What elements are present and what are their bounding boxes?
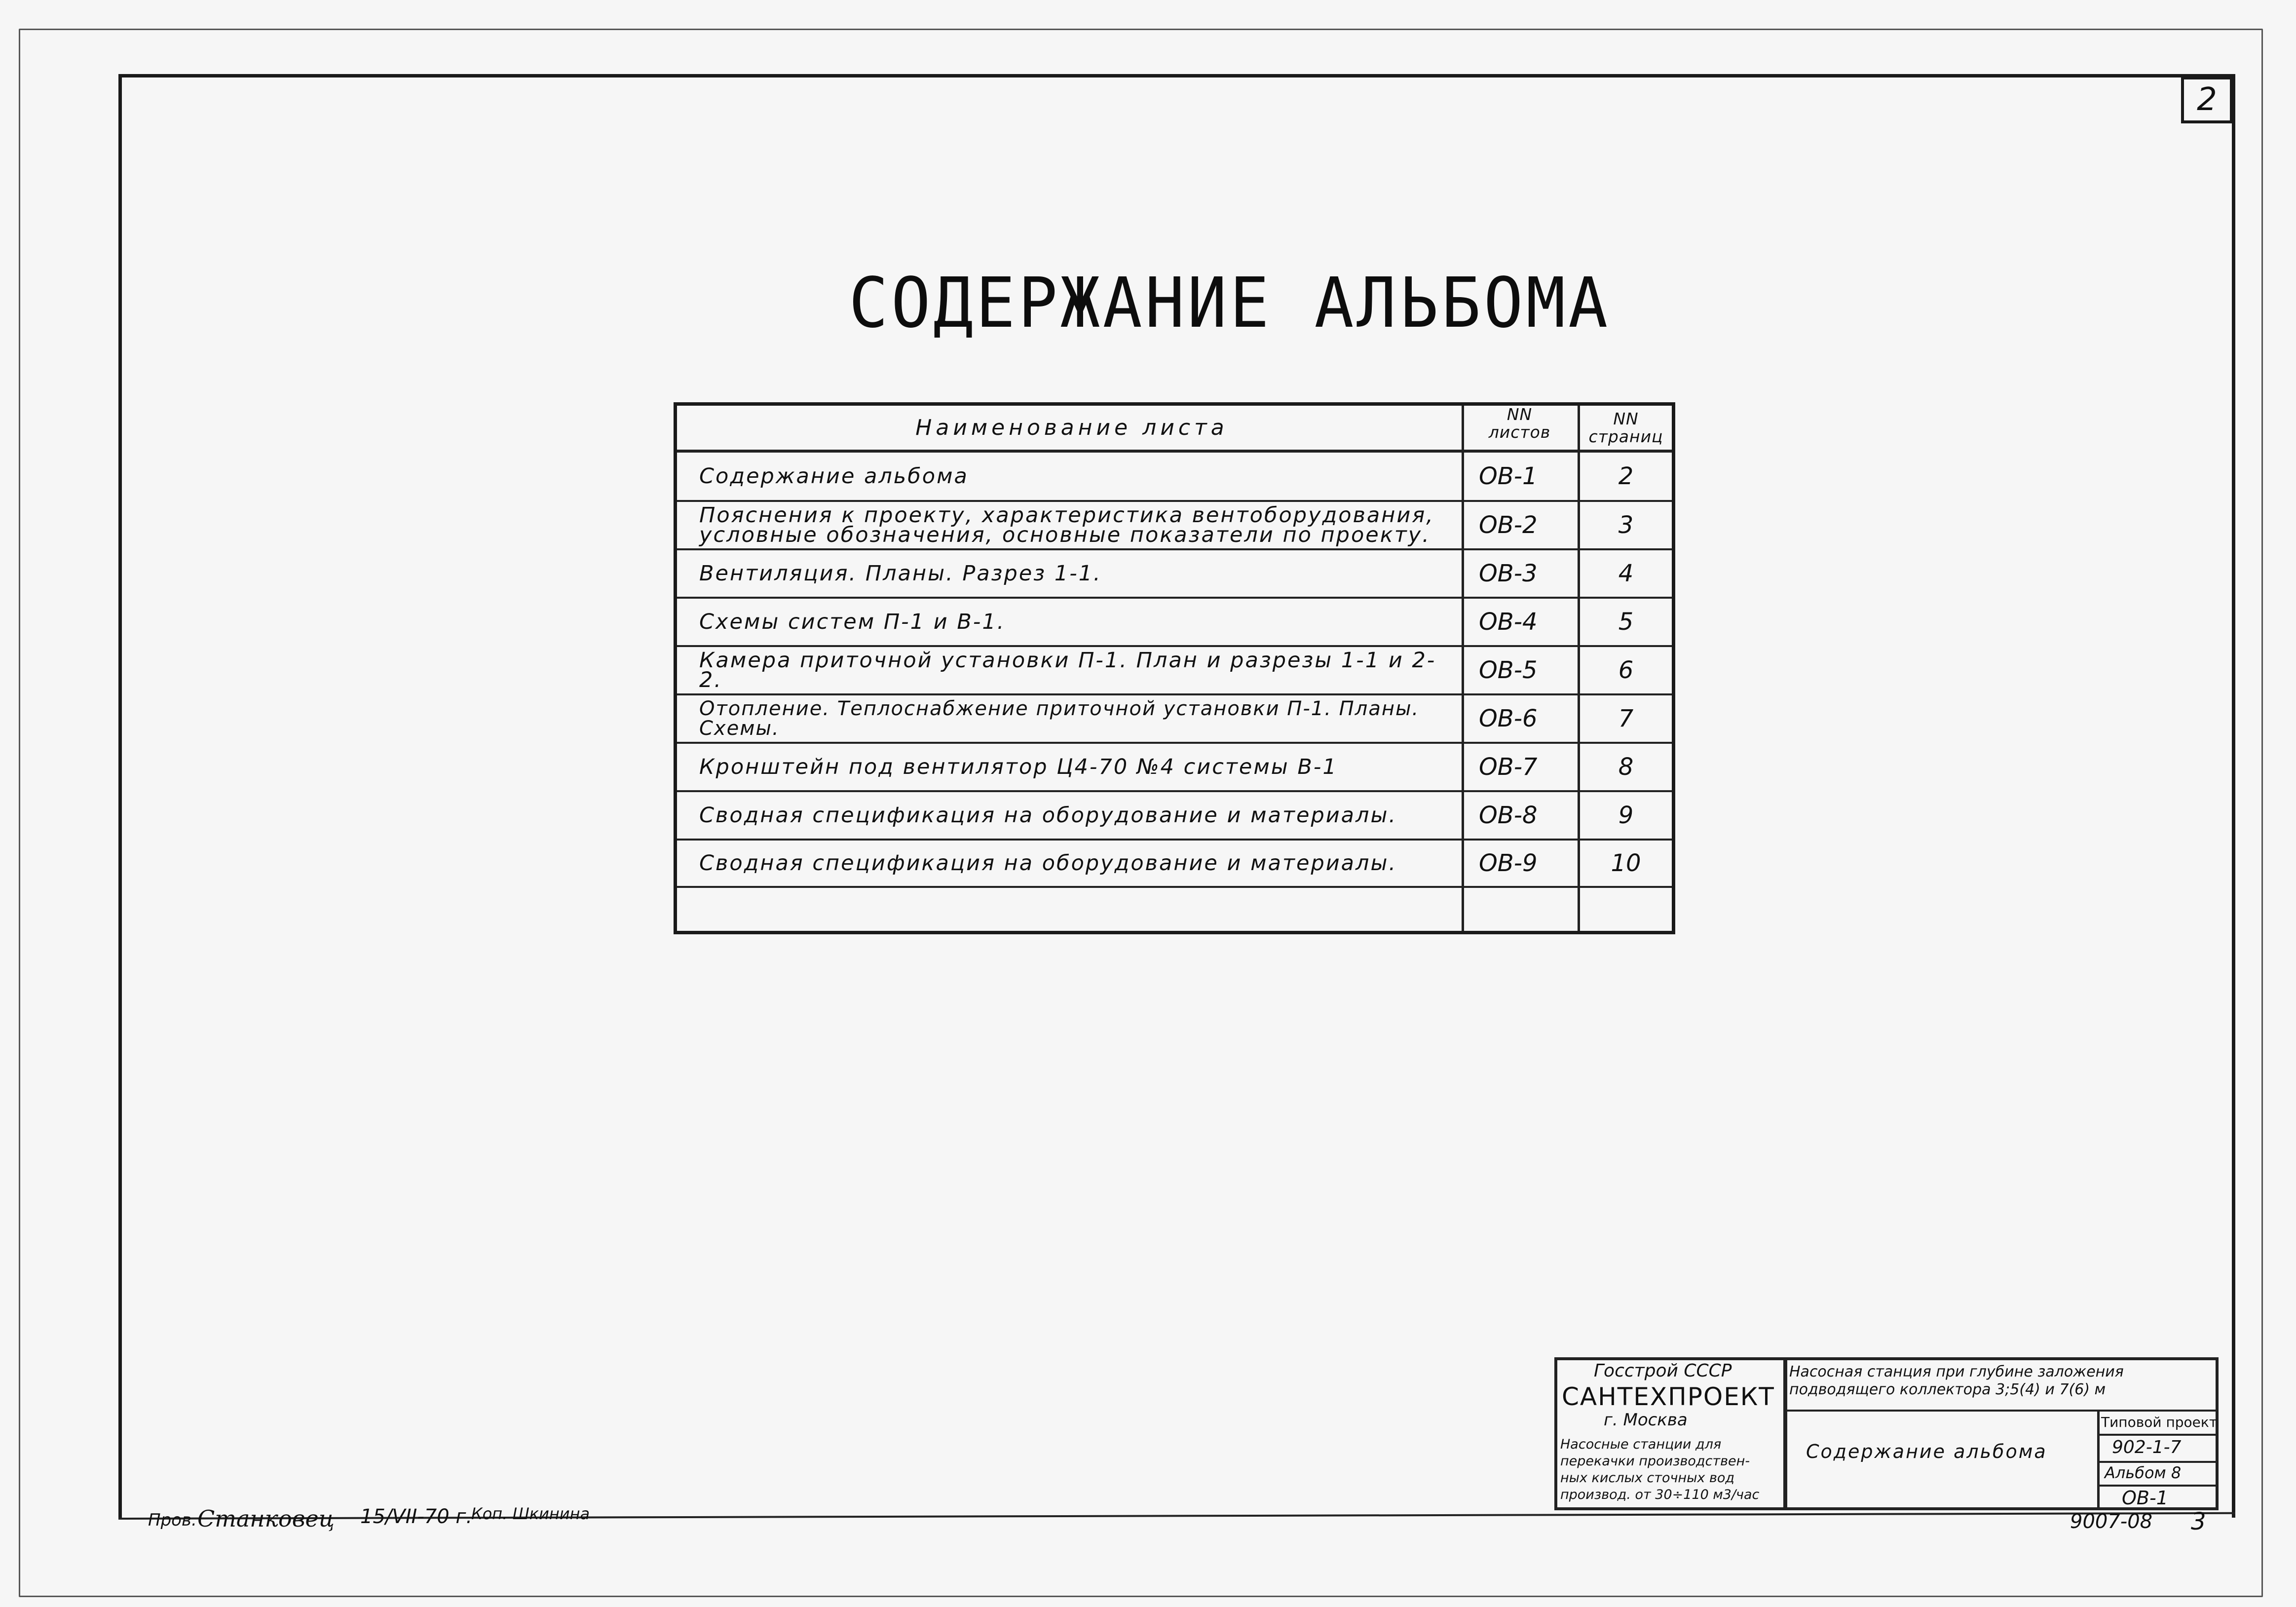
sheet-code: ОВ-1	[2122, 1487, 2168, 1509]
row-page: 3	[1618, 511, 1634, 539]
table-row	[677, 841, 1672, 888]
header-pages-line: страниц	[1588, 426, 1663, 446]
sheet-number: 2	[2181, 77, 2233, 123]
table-row	[677, 695, 1672, 744]
table-row	[677, 744, 1672, 792]
row-sheet: ОВ-7	[1479, 753, 1538, 781]
title-block-divider	[2097, 1485, 2219, 1487]
org-name: САНТЕХПРОЕКТ	[1562, 1382, 1775, 1411]
row-name: Камера приточной установки П-1. План и разрезы 1-1 и 2-2.	[699, 648, 1436, 692]
copied-by: Коп. Шкинина	[471, 1504, 590, 1523]
row-name: Содержание альбома	[699, 464, 969, 489]
page-title: СОДЕРЖАНИЕ АЛЬБОМА	[849, 263, 1611, 344]
header-name: Наименование листа	[915, 415, 1228, 440]
table-row	[677, 647, 1672, 695]
row-name: Отопление. Теплоснабжение приточной установки П-1. Планы. Схемы.	[699, 697, 1420, 740]
page-number: 3	[2191, 1508, 2206, 1535]
project-title-line: Насосная станция при глубине заложения	[1789, 1363, 2124, 1380]
inventory-number: 9007-08	[2070, 1510, 2153, 1533]
row-page: 7	[1618, 705, 1634, 732]
row-name	[699, 888, 1459, 931]
series-title-line: перекачки производствен-	[1560, 1454, 1750, 1469]
title-block	[1554, 1357, 2221, 1510]
org-ministry: Госстрой СССР	[1594, 1361, 1732, 1381]
project-title	[1789, 1363, 2124, 1399]
table-header-row	[677, 406, 1672, 453]
row-sheet: ОВ-4	[1479, 608, 1538, 636]
row-name: Сводная спецификация на оборудование и материалы.	[699, 803, 1397, 828]
row-name: Кронштейн под вентилятор Ц4-70 №4 системы В-1	[699, 755, 1338, 779]
table-row	[677, 453, 1672, 502]
row-sheet: ОВ-3	[1479, 560, 1538, 587]
row-sheet: ОВ-5	[1479, 656, 1538, 684]
row-page: 6	[1618, 656, 1634, 684]
checked-label: Пров.	[148, 1510, 197, 1530]
row-sheet: ОВ-8	[1479, 802, 1538, 829]
series-title-line: производ. от 30÷110 м3/час	[1560, 1487, 1760, 1502]
row-page: 10	[1611, 849, 1641, 877]
header-sheets	[1467, 406, 1573, 450]
row-name: Схемы систем П-1 и В-1.	[699, 610, 1006, 634]
row-name: Вентиляция. Планы. Разрез 1-1.	[699, 561, 1102, 586]
header-sheets-line: NN	[1506, 405, 1533, 424]
series-title	[1560, 1436, 1782, 1503]
row-page: 9	[1618, 802, 1634, 829]
typical-project-number: 902-1-7	[2112, 1437, 2182, 1457]
title-block-divider	[2097, 1434, 2219, 1436]
header-sheets-line: листов	[1488, 422, 1551, 442]
title-block-divider	[2097, 1461, 2219, 1463]
row-page: 4	[1618, 560, 1634, 587]
album-number: Альбом 8	[2105, 1463, 2182, 1482]
row-page: 2	[1618, 462, 1634, 490]
row-sheet: ОВ-9	[1479, 849, 1538, 877]
row-sheet	[1467, 888, 1573, 931]
row-sheet: ОВ-2	[1479, 511, 1538, 539]
table-row	[677, 888, 1672, 931]
signature-date: 15/VII-70 г.	[360, 1505, 473, 1528]
org-city: г. Москва	[1604, 1410, 1688, 1430]
row-page: 5	[1618, 608, 1634, 636]
table-row	[677, 502, 1672, 550]
row-name: Сводная спецификация на оборудование и материалы.	[699, 851, 1397, 876]
series-title-line: Насосные станции для	[1560, 1437, 1722, 1452]
header-pages-line: NN	[1613, 409, 1639, 428]
table-row	[677, 599, 1672, 647]
row-name-line: условные обозначения, основные показатели по проекту.	[699, 523, 1430, 547]
table-row	[677, 550, 1672, 599]
row-name	[699, 502, 1459, 548]
row-name-line: Пояснения к проекту, характеристика вентоборудования,	[699, 503, 1434, 528]
table-row	[677, 792, 1672, 841]
sheet-title: Содержание альбома	[1806, 1441, 2047, 1462]
typical-project-label: Типовой проект	[2101, 1414, 2218, 1430]
row-page	[1580, 888, 1672, 931]
contents-table	[674, 402, 1675, 934]
checked-signature: Станковец	[197, 1505, 335, 1532]
row-sheet: ОВ-1	[1479, 462, 1538, 490]
row-page: 8	[1618, 753, 1634, 781]
series-title-line: ных кислых сточных вод	[1560, 1470, 1735, 1486]
header-pages	[1580, 406, 1672, 450]
project-title-line: подводящего коллектора 3;5(4) и 7(6) м	[1789, 1381, 2106, 1398]
row-sheet: ОВ-6	[1479, 705, 1538, 732]
